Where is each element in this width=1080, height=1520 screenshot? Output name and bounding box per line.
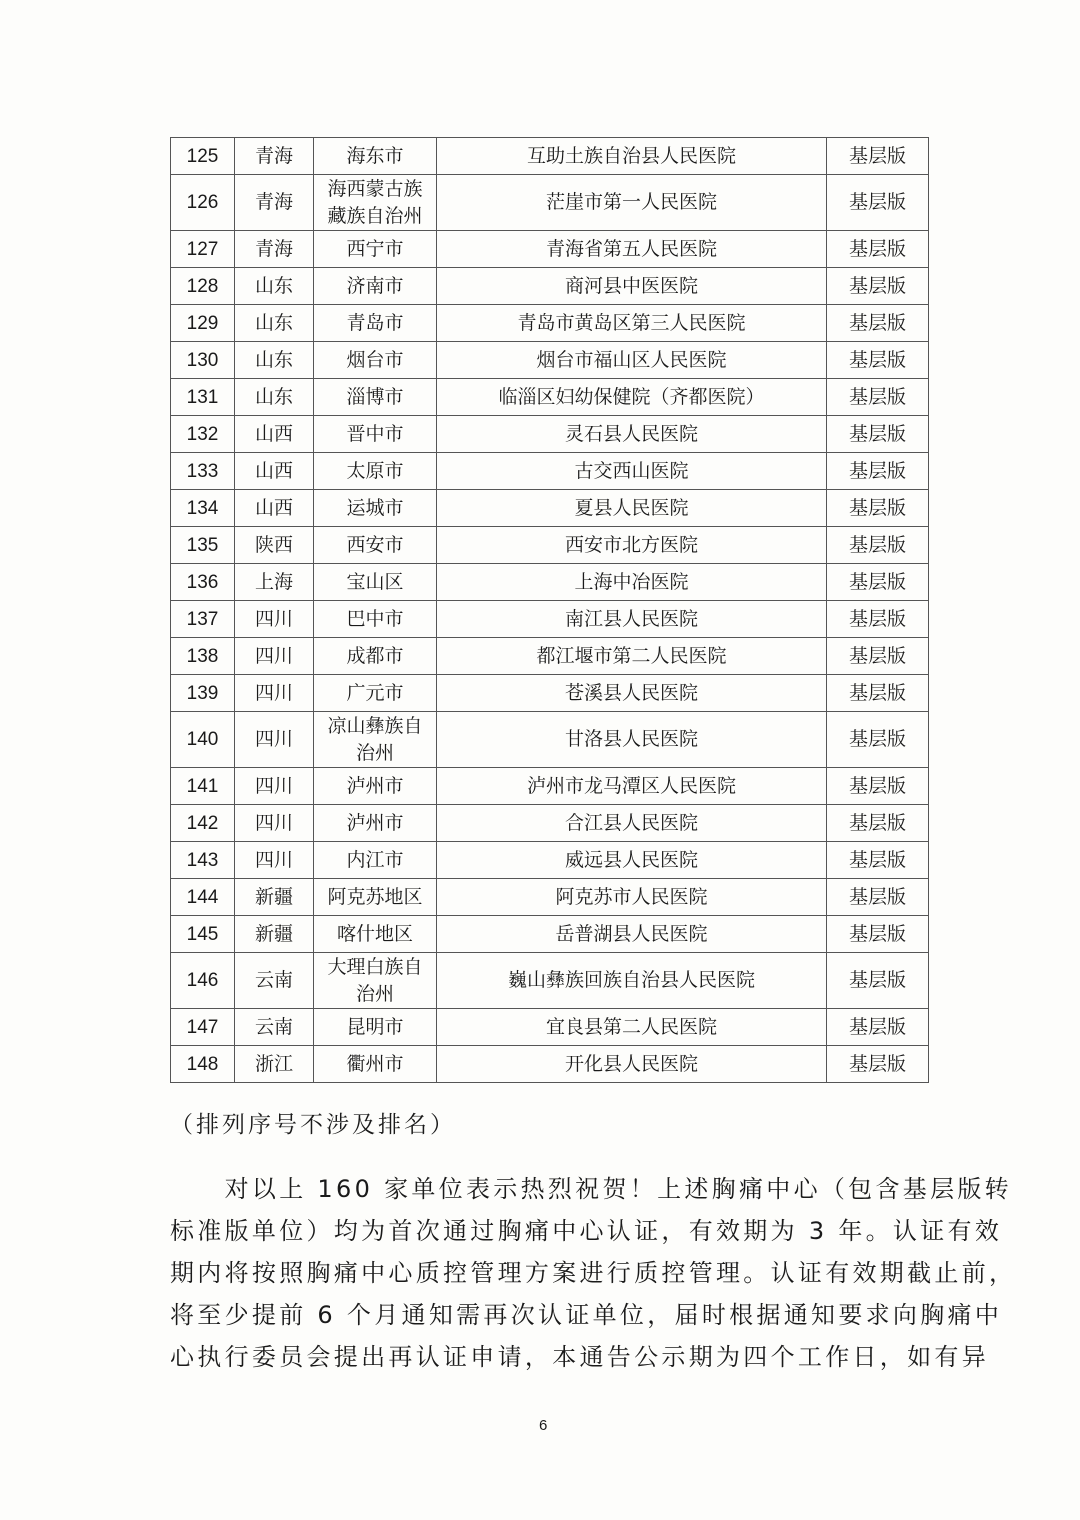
city-cell: 内江市 [314,842,437,879]
table-row [171,490,929,527]
city-cell: 大理白族自治州 [314,953,437,1009]
province-cell: 四川 [235,712,314,768]
row-number: 136 [171,564,235,601]
hospital-cell: 泸州市龙马潭区人民医院 [437,768,827,805]
paragraph-line: 将至少提前 6 个月通知需再次认证单位，届时根据通知要求向胸痛中 [170,1301,1003,1329]
hospital-cell: 互助土族自治县人民医院 [437,138,827,175]
hospital-cell: 岳普湖县人民医院 [437,916,827,953]
version-cell: 基层版 [827,1009,929,1046]
table-row [171,342,929,379]
city-cell: 运城市 [314,490,437,527]
province-cell: 山西 [235,416,314,453]
hospital-cell: 阿克苏市人民医院 [437,879,827,916]
row-number: 131 [171,379,235,416]
row-number: 128 [171,268,235,305]
hospital-cell: 合江县人民医院 [437,805,827,842]
table-row [171,268,929,305]
province-cell: 青海 [235,175,314,231]
row-number: 132 [171,416,235,453]
version-cell: 基层版 [827,879,929,916]
city-cell: 泸州市 [314,805,437,842]
province-cell: 山西 [235,453,314,490]
row-number: 139 [171,675,235,712]
row-number: 133 [171,453,235,490]
row-number: 137 [171,601,235,638]
province-cell: 四川 [235,601,314,638]
page-number: 6 [539,1417,548,1434]
hospital-table [170,137,929,1083]
table-row [171,601,929,638]
hospital-cell: 西安市北方医院 [437,527,827,564]
province-cell: 陕西 [235,527,314,564]
city-cell: 喀什地区 [314,916,437,953]
ordering-note: （排列序号不涉及排名） [170,1112,456,1138]
table-row [171,768,929,805]
version-cell: 基层版 [827,953,929,1009]
hospital-cell: 茫崖市第一人民医院 [437,175,827,231]
row-number: 146 [171,953,235,1009]
city-cell: 烟台市 [314,342,437,379]
hospital-cell: 巍山彝族回族自治县人民医院 [437,953,827,1009]
city-cell: 成都市 [314,638,437,675]
row-number: 138 [171,638,235,675]
table-row [171,842,929,879]
hospital-cell: 开化县人民医院 [437,1046,827,1083]
province-cell: 新疆 [235,879,314,916]
table-row [171,805,929,842]
province-cell: 四川 [235,842,314,879]
hospital-cell: 苍溪县人民医院 [437,675,827,712]
province-cell: 山东 [235,305,314,342]
hospital-cell: 都江堰市第二人民医院 [437,638,827,675]
version-cell: 基层版 [827,138,929,175]
city-cell: 太原市 [314,453,437,490]
table-row [171,564,929,601]
version-cell: 基层版 [827,601,929,638]
paragraph-line: 心执行委员会提出再认证申请，本通告公示期为四个工作日，如有异 [170,1343,989,1371]
province-cell: 山东 [235,268,314,305]
paragraph-line: 对以上 160 家单位表示热烈祝贺！上述胸痛中心（包含基层版转 [170,1175,1012,1203]
version-cell: 基层版 [827,305,929,342]
version-cell: 基层版 [827,712,929,768]
city-cell: 晋中市 [314,416,437,453]
paragraph-line: 标准版单位）均为首次通过胸痛中心认证，有效期为 3 年。认证有效 [170,1217,1003,1245]
province-cell: 四川 [235,805,314,842]
table-row [171,231,929,268]
hospital-cell: 青岛市黄岛区第三人民医院 [437,305,827,342]
table-row [171,527,929,564]
province-cell: 新疆 [235,916,314,953]
province-cell: 云南 [235,1009,314,1046]
province-cell: 山西 [235,490,314,527]
province-cell: 山东 [235,342,314,379]
city-cell: 泸州市 [314,768,437,805]
table-row [171,916,929,953]
city-cell: 阿克苏地区 [314,879,437,916]
province-cell: 上海 [235,564,314,601]
table-row [171,712,929,768]
hospital-cell: 灵石县人民医院 [437,416,827,453]
city-cell: 宝山区 [314,564,437,601]
version-cell: 基层版 [827,453,929,490]
table-row [171,953,929,1009]
version-cell: 基层版 [827,805,929,842]
table-row [171,453,929,490]
version-cell: 基层版 [827,638,929,675]
table-row [171,305,929,342]
province-cell: 云南 [235,953,314,1009]
province-cell: 青海 [235,138,314,175]
version-cell: 基层版 [827,1046,929,1083]
city-cell: 青岛市 [314,305,437,342]
row-number: 145 [171,916,235,953]
version-cell: 基层版 [827,490,929,527]
province-cell: 四川 [235,768,314,805]
paragraph-line: 期内将按照胸痛中心质控管理方案进行质控管理。认证有效期截止前， [170,1259,1017,1287]
version-cell: 基层版 [827,231,929,268]
city-cell: 衢州市 [314,1046,437,1083]
version-cell: 基层版 [827,768,929,805]
city-cell: 昆明市 [314,1009,437,1046]
hospital-cell: 夏县人民医院 [437,490,827,527]
row-number: 135 [171,527,235,564]
city-cell: 巴中市 [314,601,437,638]
hospital-cell: 甘洛县人民医院 [437,712,827,768]
row-number: 144 [171,879,235,916]
city-cell: 海东市 [314,138,437,175]
version-cell: 基层版 [827,564,929,601]
city-cell: 淄博市 [314,379,437,416]
city-cell: 凉山彝族自治州 [314,712,437,768]
row-number: 147 [171,1009,235,1046]
city-cell: 海西蒙古族藏族自治州 [314,175,437,231]
hospital-cell: 南江县人民医院 [437,601,827,638]
row-number: 141 [171,768,235,805]
city-cell: 西宁市 [314,231,437,268]
hospital-cell: 宜良县第二人民医院 [437,1009,827,1046]
version-cell: 基层版 [827,527,929,564]
row-number: 125 [171,138,235,175]
hospital-cell: 临淄区妇幼保健院（齐都医院） [437,379,827,416]
city-cell: 广元市 [314,675,437,712]
hospital-cell: 古交西山医院 [437,453,827,490]
city-cell: 西安市 [314,527,437,564]
row-number: 143 [171,842,235,879]
hospital-cell: 威远县人民医院 [437,842,827,879]
row-number: 127 [171,231,235,268]
row-number: 130 [171,342,235,379]
table-row [171,1009,929,1046]
hospital-cell: 烟台市福山区人民医院 [437,342,827,379]
province-cell: 四川 [235,638,314,675]
province-cell: 山东 [235,379,314,416]
row-number: 142 [171,805,235,842]
city-cell: 济南市 [314,268,437,305]
version-cell: 基层版 [827,175,929,231]
hospital-cell: 青海省第五人民医院 [437,231,827,268]
row-number: 129 [171,305,235,342]
province-cell: 四川 [235,675,314,712]
province-cell: 浙江 [235,1046,314,1083]
table-row [171,379,929,416]
body-paragraph [170,1168,1017,1378]
hospital-cell: 上海中冶医院 [437,564,827,601]
row-number: 134 [171,490,235,527]
version-cell: 基层版 [827,842,929,879]
version-cell: 基层版 [827,416,929,453]
version-cell: 基层版 [827,379,929,416]
version-cell: 基层版 [827,268,929,305]
version-cell: 基层版 [827,675,929,712]
table-row [171,138,929,175]
table-row [171,416,929,453]
version-cell: 基层版 [827,916,929,953]
version-cell: 基层版 [827,342,929,379]
province-cell: 青海 [235,231,314,268]
row-number: 148 [171,1046,235,1083]
row-number: 140 [171,712,235,768]
table-row [171,175,929,231]
table-row [171,1046,929,1083]
table-row [171,638,929,675]
hospital-cell: 商河县中医医院 [437,268,827,305]
table-row [171,675,929,712]
row-number: 126 [171,175,235,231]
table-row [171,879,929,916]
